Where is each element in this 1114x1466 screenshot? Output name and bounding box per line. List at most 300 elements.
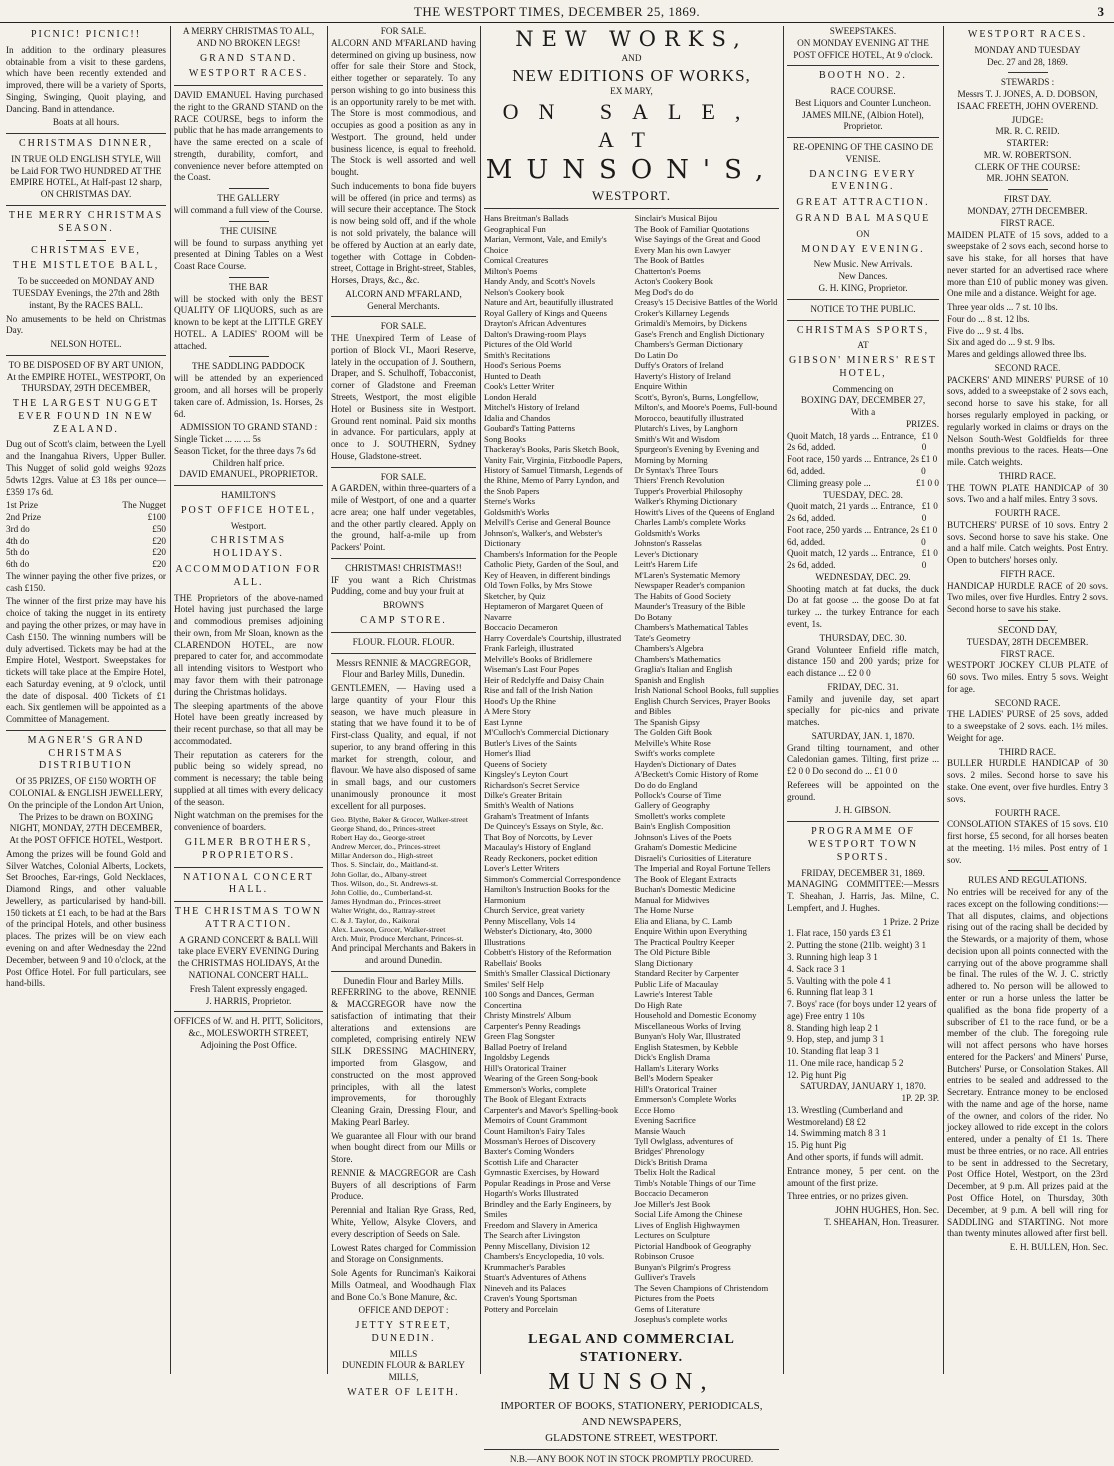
water-of-leith: WATER OF LEITH. [347, 1386, 460, 1398]
book-title: Howitt's Lives of the Queens of England [634, 506, 775, 517]
day2-first-heading: FIRST RACE. [1000, 648, 1055, 659]
tuesday-events [787, 501, 939, 572]
signer: George Shand, do., Princes-street [331, 823, 436, 833]
dunedin-mills: Dunedin Flour and Barley Mills. [343, 975, 464, 986]
book-title: Spurgeon's Evening by Evening and Morning by Morning [634, 444, 760, 465]
sport-event: 8. Standing high leap 2 1 [787, 1022, 879, 1033]
sport-event-value: £1 0 0 [921, 548, 938, 571]
hamiltons: HAMILTON'S [221, 490, 276, 501]
merry-all: A MERRY CHRISTMAS TO ALL, AND NO BROKEN LEGS! [182, 26, 315, 48]
first-date: MONDAY, 27TH DECEMBER. [967, 205, 1088, 216]
second-race-heading: SECOND RACE. [994, 362, 1061, 373]
importer: IMPORTER OF BOOKS, STATIONERY, PERIODICALS, [500, 1400, 763, 1413]
signer: Andrew Mercer, do., Princes-street [331, 842, 441, 852]
wednesday-events: Shooting match at fat ducks, the duck Do at fat goose ... the goose Do at fat turkey ... the turkey Entrance for each event, 1s. [787, 583, 939, 629]
book-title: Hill's Oratorical Trainer [484, 1062, 567, 1073]
signer: James Hyndman do., Princes-street [331, 897, 441, 907]
book-title: Chatterton's Poems [634, 265, 701, 276]
stewards-heading: STEWARDS : [1000, 77, 1055, 88]
book-title: Bain's English Composition [634, 821, 731, 832]
book-title: Boccacio Decameron [484, 622, 558, 633]
sport-event-label: Quoit Match, 18 yards ... Entrance, 2s 6d, added. [787, 430, 917, 453]
sport-event-label: Foot race, 150 yards ... Entrance, 2s 6d, added. [787, 454, 919, 477]
book-title: Slang Dictionary [634, 957, 693, 968]
book-title: Krummacher's Parables [484, 1261, 566, 1272]
stewards: Messrs T. J. JONES, A. D. DOBSON, ISAAC FREETH, JOHN OVEREND. [956, 89, 1099, 111]
picnic-details: In addition to the ordinary pleasures obtainable from a visit to these gardens, which have been recently extended and improved, there will be a variety of Sports, Singing, Swinging, Quoit playing, and Dancing. Band in attendance. [6, 44, 166, 114]
divider [1008, 72, 1048, 73]
and-label: AND [621, 52, 642, 63]
sport-event-label: Foot race, 250 yards ... Entrance, 2s 6d, added. [787, 524, 919, 547]
book-title: Lover's Letter Writers [484, 863, 560, 874]
book-title: Graham's Domestic Medicine [634, 842, 737, 853]
westport-races: WESTPORT RACES. [188, 68, 309, 80]
book-title: Hamilton's Instruction Books for the Harmonium [484, 884, 610, 905]
book-title: Every Man his own Lawyer [634, 244, 731, 255]
signer: Millar Anderson do., High-street [331, 851, 433, 861]
third-race-heading: THIRD RACE. [998, 470, 1057, 481]
book-title: Dick's British Drama [634, 1156, 708, 1167]
gallery-heading: THE GALLERY [217, 193, 280, 204]
starter-heading: STARTER: [1006, 138, 1049, 149]
great-attraction: GREAT ATTRACTION. [796, 197, 930, 209]
column-rule [327, 26, 328, 1374]
sport-event: 6. Running flat leap 3 1 [787, 987, 874, 998]
book-title: Emmerson's Works, complete [484, 1083, 587, 1094]
prize-row-value: £20 [152, 535, 166, 546]
book-title: The Habits of Good Society [634, 590, 731, 601]
book-title: Carpenter's and Mavor's Spelling-book [484, 1104, 619, 1115]
book-title: Ready Reckoners, pocket edition [484, 852, 598, 863]
westport-races-heading: WESTPORT RACES. [967, 29, 1088, 40]
sport-event [787, 525, 939, 549]
divider [331, 632, 476, 633]
clerk-heading: CLERK OF THE COURSE: [974, 161, 1081, 172]
signer: Thos. S. Sinclair, do., Maitland-st. [331, 860, 439, 870]
book-title: Spanish and English [634, 674, 705, 685]
book-title: The Book of Elegant Extracts [484, 1094, 587, 1105]
bullen-signature: E. H. BULLEN, Hon. Sec. [1009, 1242, 1108, 1253]
monday-evening: MONDAY EVENING. [801, 243, 925, 255]
column-2 [174, 26, 323, 1374]
book-title: Memoirs of Count Grammont [484, 1115, 587, 1126]
book-title: Hood's Serious Poems [484, 360, 561, 371]
weight-table [947, 302, 1108, 349]
with-a: With a [850, 407, 876, 418]
clarendon-rooms: The sleeping apartments of the above Hotel have been greatly increased by their recent purchase, so that all may be accommodated. [174, 700, 323, 746]
prize-row [6, 500, 166, 512]
book-title: Smiles' Self Help [484, 978, 544, 989]
book-title: English Church Services, Prayer Books and Bibles [634, 695, 771, 717]
christmas-holidays: CHRISTMAS HOLIDAYS. [210, 535, 287, 560]
signer: John Gollar, do., Albany-street [331, 869, 427, 879]
signer: Alex. Lawson, Grocer, Walker-street [331, 924, 446, 934]
book-title: Manual for Midwives [634, 894, 710, 905]
book-title: Count Hamilton's Fairy Tales [484, 1125, 585, 1136]
pudding-notice: IF you want a Rich Christmas Pudding, come and buy your fruit at [331, 574, 476, 597]
second-race: PACKERS' AND MINERS' PURSE of 10 sovs, added to a sweepstake of 2 sovs each, second horse to save his stake, for all horses regularly employed in packing, or regularly worked in claims or drays on the Nelson South-West Goldfields for three months previous to the races. Heats—One mile. Catch weights. [947, 374, 1108, 468]
mills-label: MILLS [389, 1348, 418, 1359]
page-number: 3 [1097, 4, 1104, 19]
prize-row-value: £20 [152, 559, 166, 570]
book-title: Nelson's Cookery book [484, 286, 565, 297]
book-title: Robinson Crusoe [634, 1251, 694, 1262]
nugget-details: Dug out of Scott's claim, between the Lyell and the Inangahua Rivers, Upper Buller. This Nugget of solid gold weighs 92ozs 5dwts 12grs. Value at £3 18s per ounce—£359 17s 6d. [6, 439, 166, 497]
referring-notice: REFERRING to the above, RENNIE & MACGREGOR have now the satisfaction of intimating that their alterations and extensions are completed, comprising entirely NEW SILK DRESSING MACHINERY, imported from Glasgow, and constructed on the most approved principles, with all the latest improvements, for thoroughly Cleaning Grain, Dressing Flour, and Making Pearl Barley. [331, 987, 476, 1127]
nugget-heading: THE LARGEST NUGGET EVER FOUND IN NEW ZEALAND. [12, 398, 160, 435]
book-title: Idalia and Chandos [484, 412, 551, 423]
column-6 [947, 26, 1108, 1374]
book-title: Gallery of Geography [634, 800, 710, 811]
new-works: NEW WORKS, [515, 27, 748, 51]
book-title: Kingsley's Leyton Court [484, 769, 569, 780]
sport-event: 9. Hop, step, and jump 3 1 [787, 1034, 885, 1045]
weight-row: Four do ... 8 st. 12 lbs. [947, 313, 1030, 324]
book-title: Green Flag Songster [484, 1031, 555, 1042]
book-title: Mossman's Heroes of Discovery [484, 1135, 596, 1146]
book-title: That Boy of Norcotts, by Lever [484, 831, 593, 842]
book-title: Dilke's Greater Britain [484, 790, 562, 800]
tuesday-heading: TUESDAY, DEC. 28. [823, 489, 903, 500]
book-title: The Seven Champions of Christendom [634, 1282, 769, 1293]
book-title: Ecce Homo [634, 1104, 675, 1115]
divider [6, 355, 166, 356]
newspaper-title: THE WESTPORT TIMES, DECEMBER 25, 1869. [413, 4, 701, 19]
book-title: Duffy's Orators of Ireland [634, 360, 724, 371]
concert-hall: NATIONAL CONCERT HALL. [183, 871, 314, 896]
book-title: Dr Syntax's Three Tours [634, 464, 718, 475]
signer: Robert Hay do., George-street [331, 832, 426, 842]
office-depot: OFFICE AND DEPOT : [358, 1305, 449, 1316]
book-title: Rise and fall of the Irish Nation [484, 685, 593, 696]
book-title: Handy Andy, and Scott's Novels [484, 276, 596, 287]
clarendon-reputation: Their reputation as caterers for the public being so widely spread, no comment is necessary; the table being supplied at all times with every delicacy of the season. [174, 749, 323, 807]
divider [6, 730, 166, 731]
sport-event [787, 501, 939, 525]
book-title: Hogarth's Works Illustrated [484, 1188, 579, 1199]
third-race: THE TOWN PLATE HANDICAP of 30 sovs. Two and a half miles. Entry 3 sovs. [947, 482, 1108, 505]
book-title: Heptameron of Margaret Queen of Navarre [484, 601, 604, 622]
book-title: Royal Gallery of Kings and Queens [484, 307, 607, 318]
entrance-money: Entrance money, 5 per cent. on the amount of the first prize. [787, 1165, 939, 1188]
grand-stand: GRAND STAND. [199, 52, 298, 64]
book-title: Wise Sayings of the Great and Good [634, 234, 761, 245]
commencing: Commencing on [832, 383, 894, 394]
sport-event [787, 454, 939, 478]
book-title: East Lynne [484, 716, 523, 727]
merry-heading: THE MERRY CHRISTMAS SEASON. [8, 210, 164, 234]
book-title: Gulliver's Travels [634, 1272, 696, 1283]
prize-row [6, 559, 166, 571]
book-title: Lectures on Sculpture [634, 1230, 710, 1241]
book-title: The Golden Gift Book [634, 727, 713, 738]
prize-row-value: The Nugget [122, 500, 166, 511]
book-title: Stuart's Adventures of Athens [484, 1272, 587, 1283]
book-title: Craven's Young Sportsman [484, 1293, 577, 1304]
book-title: Geographical Fun [484, 223, 546, 234]
book-title: Marian, Vermont, Vale, and Emily's Choice [484, 234, 607, 255]
post-office-hotel: POST OFFICE HOTEL, [181, 504, 316, 516]
book-title: Chambers's Algebra [634, 643, 704, 654]
sport-event: 13. Wrestling (Cumberland and Westmoreland) £8 £2 [787, 1104, 903, 1127]
gilmer-brothers: GILMER BROTHERS, PROPRIETORS. [184, 836, 313, 861]
perennial-seeds: Perennial and Italian Rye Grass, Red, White, Yellow, Alsyke Clovers, and every description of Seeds on Sale. [331, 1205, 476, 1239]
sport-event-value: £1 0 0 [921, 524, 938, 547]
book-title: Popular Readings in Prose and Verse [484, 1177, 611, 1188]
bar-text: will be stocked with only the BEST QUALITY OF LIQUORS, such as are known to be kept at the LITTLE GREY HOTEL. A LADIES' ROOM will be attached. [174, 293, 323, 351]
book-title: Goldsmith's Works [484, 506, 550, 517]
column-5 [787, 26, 939, 1374]
dancing: DANCING EVERY EVENING. [809, 168, 917, 193]
book-title: Household and Domestic Economy [634, 1010, 757, 1021]
book-title: Melville's White Rose [634, 737, 711, 748]
book-title: Smith's Wit and Wisdom [634, 433, 720, 444]
book-title: Thiers' French Revolution [634, 475, 725, 486]
saturday-sport-events [787, 1105, 939, 1152]
divider [331, 971, 476, 972]
book-title: Sinclair's Musical Bijou [634, 213, 718, 224]
book-title: Hunted to Death [484, 370, 541, 381]
westport: Westport. [230, 520, 267, 531]
book-title: Graglia's Italian and English [634, 664, 733, 675]
admission-heading: ADMISSION TO GRAND STAND : [179, 422, 318, 433]
book-title: Irish National School Books, full supplies [634, 685, 779, 696]
book-title: Sketcher, by Quiz [484, 590, 546, 601]
sport-event: 14. Swimming match 8 3 1 [787, 1128, 887, 1139]
book-title: Bunyan's Holy War, Illustrated [634, 1031, 741, 1042]
prize-row-value: £50 [152, 523, 166, 534]
book-title: Maunder's Treasury of the Bible [634, 601, 746, 612]
divider [787, 320, 939, 321]
sport-event-value: £1 0 0 [916, 477, 939, 488]
day2-fourth-race: CONSOLATION STAKES of 15 sovs. £10 first horse, £5 second, for all horses beaten at the meeting. 1½ miles. Post entry of 1 sov. [947, 819, 1108, 865]
book-title: Pollock's Course of Time [634, 790, 722, 800]
day2-third-race: BULLER HURDLE HANDICAP of 30 sovs. 2 miles. Second horse to save his stake. One event, over five hurdles. Entry 3 sovs. [947, 758, 1108, 804]
book-title: Timb's Notable Things of our Time [634, 1177, 756, 1188]
book-title: Smollett's works complete [634, 810, 726, 821]
wednesday-heading: WEDNESDAY, DEC. 29. [815, 571, 911, 582]
book-title: Sterne's Works [484, 496, 536, 507]
divider [174, 85, 323, 86]
alcorn-terms: Such inducements to bona fide buyers will be offered (in price and terms) as will secure their acceptance. The Stock is now being sold off, and if the whole is not sold privately, the balance will be offered by Auction at an early date, together with Cottage in Cobden-street, Cottage in Bright-street, Stables, Horses, Drays, &c., &c. [331, 180, 476, 286]
weight-row: Five do ... 9 st. 4 lbs. [947, 325, 1024, 336]
divider [229, 356, 269, 357]
harris-proprietor: J. HARRIS, Proprietor. [205, 995, 292, 1006]
book-title: Buchan's Domestic Medicine [634, 884, 736, 895]
book-title: Bridges' Phrenology [634, 1146, 705, 1157]
book-title: Ballad Poetry of Ireland [484, 1041, 567, 1052]
gentlemen-letter: GENTLEMEN, — Having used a large quantity of your Flour this season, we have much pleasure in stating that we have found it to be of First-class Quality, and equal, if not superior, to any brand offering in this market for strength, colour, and flavour. We have also disposed of same in small bags, and our customers unanimously pronounce it most excellent for all purposes. [331, 683, 476, 811]
divider [174, 901, 323, 902]
prize-row-value: £20 [152, 547, 166, 558]
prize-row [6, 536, 166, 548]
nugget-terms: The winner of the first prize may have his choice of taking the nugget in its entirety and paying the other prizes, or may have in Cash £150. The winning numbers will be duly advertised. Tickets may be had at the Empire Hotel, Westport. Sweepstakes for tickets will take place at the Empire Hotel, each Saturday evening, at 9 o'clock, until the date of disposal. 400 Tickets of £1 each. Six gentlemen will be appointed as a Committee of Management. [6, 596, 166, 725]
book-title: Elia and Eliana, by C. Lamb [634, 915, 733, 926]
sport-event-value: £1 0 0 [921, 430, 938, 453]
book-title: Tbelix Holt the Radical [634, 1167, 716, 1178]
sole-agents: Sole Agents for Runciman's Kaikorai Mills Oatmeal, and Woodhaugh Flax and Bone Co.'s Bone Manure, &c. [331, 1268, 476, 1302]
book-title: Thackeray's Books, Paris Sketch Book, Vanity Fair, Virginia, Fitzboodle Papers, History of Samuel Titmarsh, Legends of the Rhine, Memo of Parry Lyndon, and the Snob Papers [484, 444, 623, 496]
for-sale-heading: FOR SALE. [380, 471, 427, 482]
divider [331, 558, 476, 559]
book-title: Haverty's History of Ireland [634, 370, 731, 381]
divider [174, 485, 323, 486]
signer-list [331, 815, 476, 944]
column-rule [170, 26, 171, 1374]
book-title: Joe Miller's Jest Book [634, 1198, 711, 1209]
clarendon-watchman: Night watchman on the premises for the convenience of boarders. [174, 810, 323, 833]
sport-event-label: Climing greasy pole ... [787, 477, 871, 488]
cash-buyers: RENNIE & MACGREGOR are Cash Buyers of all descriptions of Farm Produce. [331, 1167, 476, 1202]
masthead [0, 0, 1114, 23]
book-title: Boccacio Decameron [634, 1188, 709, 1199]
accommodation: ACCOMMODATION FOR ALL. [175, 564, 322, 588]
new-dances: New Dances. [838, 271, 888, 282]
book-title: Hans Breitman's Ballads [484, 213, 569, 224]
single-ticket: Single Ticket ... ... ... 5s [174, 434, 261, 445]
day2-third-heading: THIRD RACE. [998, 746, 1057, 757]
book-title: Disraeli's Curiosities of Literature [634, 852, 752, 863]
at-label: AT [857, 340, 869, 351]
divider [331, 653, 476, 654]
flour-heading: FLOUR. FLOUR. FLOUR. [352, 636, 455, 647]
sport-event: 4. Sack race 3 1 [787, 963, 846, 974]
bar-heading: THE BAR [228, 281, 269, 292]
book-title: Do do do England [634, 779, 698, 790]
rennie-address: Messrs RENNIE & MACGREGOR, Flour and Barley Mills, Dunedin. [336, 657, 471, 680]
second-day: SECOND DAY, [997, 625, 1058, 636]
signer: Thos. Wilson, do., St. Andrews-st. [331, 878, 438, 888]
prizes-heading: PRIZES. [906, 418, 939, 429]
magner-notice: Of 35 PRIZES, OF £150 WORTH OF COLONIAL & ENGLISH JEWELLERY, On the principle of the London Art Union, The Prizes to be drawn on BOXING NIGHT, MONDAY, 27TH DECEMBER, At the POST OFFICE HOTEL, Westport. [8, 776, 164, 846]
browns: BROWN'S [383, 600, 424, 611]
sport-event-label: Quoit match, 12 yards ... Entrance, 2s 6d, added. [787, 548, 916, 571]
camp-store: CAMP STORE. [360, 614, 447, 626]
signer: John Collie, do., Cumberland-st. [331, 888, 433, 897]
book-title: Chambers's Information for the People [484, 548, 618, 559]
race-course: RACE COURSE. [830, 86, 896, 97]
column-1 [6, 26, 166, 1374]
divider [1008, 620, 1048, 621]
book-title: Charles Lamb's complete Works [634, 517, 746, 528]
programme-heading: PROGRAMME OF WESTPORT TOWN SPORTS. [807, 826, 919, 863]
book-title: Chambers's Encyclopedia, 10 vols. [484, 1251, 605, 1262]
book-title: The Old Picture Bible [634, 947, 711, 958]
christmas-eve: CHRISTMAS EVE, [31, 244, 141, 256]
saturday-events: Grand tilting tournament, and other Caledonian games. Tilting, first prize ... £2 0 0 Do second do ... £1 0 0 [787, 742, 939, 777]
starter: MR. W. ROBERTSON. [983, 149, 1072, 160]
magner-heading: MAGNER'S GRAND CHRISTMAS DISTRIBUTION [27, 734, 145, 772]
book-title: Scottish Life and Character [484, 1156, 579, 1167]
friday-heading: FRIDAY, DEC. 31. [827, 681, 899, 692]
book-title: Melvill's Cerise and General Bounce [484, 517, 611, 528]
book-title: Webster's Dictionary, 4to, 3000 Illustrations [484, 926, 592, 947]
divider [787, 65, 939, 66]
book-title: Johnston's Rasselas [634, 538, 702, 549]
munson-heading: MUNSON, [548, 1368, 715, 1395]
divider [6, 133, 166, 134]
book-title: Old Town Folks, by Mrs Stowe [484, 580, 593, 591]
thursday-events: Grand Volunteer Enfield rifle match, distance 150 and 200 yards; prize for each distance ... £2 0 0 [787, 644, 939, 679]
book-title: Chambers's Mathematics [634, 653, 721, 664]
book-title: Butler's Lives of the Saints [484, 737, 577, 748]
first-race-heading: FIRST RACE. [1000, 217, 1055, 228]
pitt-offices: OFFICES of W. and H. PITT, Solicitors, &c., MOLESWORTH STREET, Adjoining the Post Office. [174, 1016, 323, 1050]
thursday-heading: THURSDAY, DEC. 30. [819, 632, 907, 643]
day2-fourth-heading: FOURTH RACE. [994, 807, 1061, 818]
book-title: Harry Coverdale's Courtship, illustrated [484, 632, 622, 643]
book-title: Gems of Literature [634, 1303, 700, 1314]
prize-row-label: 5th do [6, 547, 30, 558]
saturday-heading: SATURDAY, JAN. 1, 1870. [811, 730, 915, 741]
book-title: M'Culloch's Commercial Dictionary [484, 727, 609, 738]
day2-second-heading: SECOND RACE. [994, 697, 1061, 708]
book-title: Gase's French and English Dictionary [634, 328, 765, 339]
book-list [484, 213, 779, 1324]
prize-columns: 1 Prize. 2 Prize [882, 916, 939, 927]
book-title: Tupper's Proverbial Philosophy [634, 485, 743, 496]
book-title: Penny Miscellany, Vols 14 [484, 915, 576, 926]
book-title: Johnson's Lives of the Poets [634, 831, 732, 842]
book-title: Drayton's African Adventures [484, 318, 587, 329]
prize-row-label: 1st Prize [6, 500, 38, 511]
prize-row-label: 6th do [6, 559, 30, 570]
christmas-heading: CHRISTMAS! CHRISTMAS!! [345, 562, 462, 573]
first-day: FIRST DAY. [1003, 194, 1052, 205]
committee: MANAGING COMMITTEE:—Messrs T. Sheahan, J. Harris, Jas. Milne, C. Lempfert, and J. Hughes. [787, 879, 939, 913]
book-title: Meg Dod's do do [634, 286, 694, 297]
book-title: Johnson's, Walker's, and Webster's Dictionary [484, 527, 603, 549]
art-union: TO BE DISPOSED OF BY ART UNION, At the EMPIRE HOTEL, WESTPORT, On THURSDAY, 29TH DECEMBER, [6, 359, 166, 394]
prize-row-label: 4th do [6, 535, 30, 546]
column-3 [331, 26, 476, 1398]
sport-event [787, 548, 939, 572]
book-title: Pictures from the Poets [634, 1293, 715, 1304]
book-title: Dick's English Drama [634, 1052, 711, 1063]
prize-row-value: £100 [147, 512, 166, 523]
gladstone-street: GLADSTONE STREET, WESTPORT. [545, 1432, 718, 1445]
sport-event: 1. Flat race, 150 yards £3 £1 [787, 928, 892, 939]
booth-heading: BOOTH NO. 2. [819, 70, 907, 82]
book-title: Chambers's Mathematical Tables [634, 622, 748, 633]
nelson-hotel: NELSON HOTEL. [50, 339, 122, 350]
saturday-prize-columns: 1P. 2P. 3P. [901, 1093, 939, 1104]
book-title: The Book of Elegant Extracts [634, 873, 737, 884]
column-rule [943, 26, 944, 1374]
christmas-town: THE CHRISTMAS TOWN ATTRACTION. [174, 906, 323, 930]
book-title: The Imperial and Royal Fortune Tellers [634, 863, 771, 874]
dunedin-flour-mills: DUNEDIN FLOUR & BARLEY MILLS, [342, 1360, 465, 1383]
divider [484, 208, 779, 209]
signer: Arch. Muir, Produce Merchant, Princes-st. [331, 933, 464, 943]
sweepstakes-heading: SWEEPSTAKES. [829, 26, 897, 36]
prize-row-label: 3rd do [6, 523, 30, 534]
paddock-text: will be attended by an experienced groom, and all horses will be properly taken care of. Admission, 1s. Horses, 2s 6d. [174, 373, 323, 419]
book-title: Song Books [484, 433, 526, 444]
book-title: Penny Miscellany, Division 12 [484, 1240, 590, 1251]
book-title: The Book of Familiar Quotations [634, 223, 750, 234]
book-title: Grimaldi's Memoirs, by Dickens [634, 318, 747, 329]
clerk: MR. JOHN SEATON. [986, 173, 1069, 184]
divider [66, 240, 106, 241]
signer: C. & J. Taylor, do., Kaikorai [331, 915, 420, 925]
divider [229, 221, 269, 222]
book-title: Baxter's Coming Wonders [484, 1146, 574, 1157]
book-title: Enquire Within [634, 381, 688, 392]
book-title: Freedom and Slavery in America [484, 1219, 598, 1230]
book-title: Lever's Dictionary [634, 548, 699, 559]
book-title: Goldsmith's Works [634, 527, 700, 538]
